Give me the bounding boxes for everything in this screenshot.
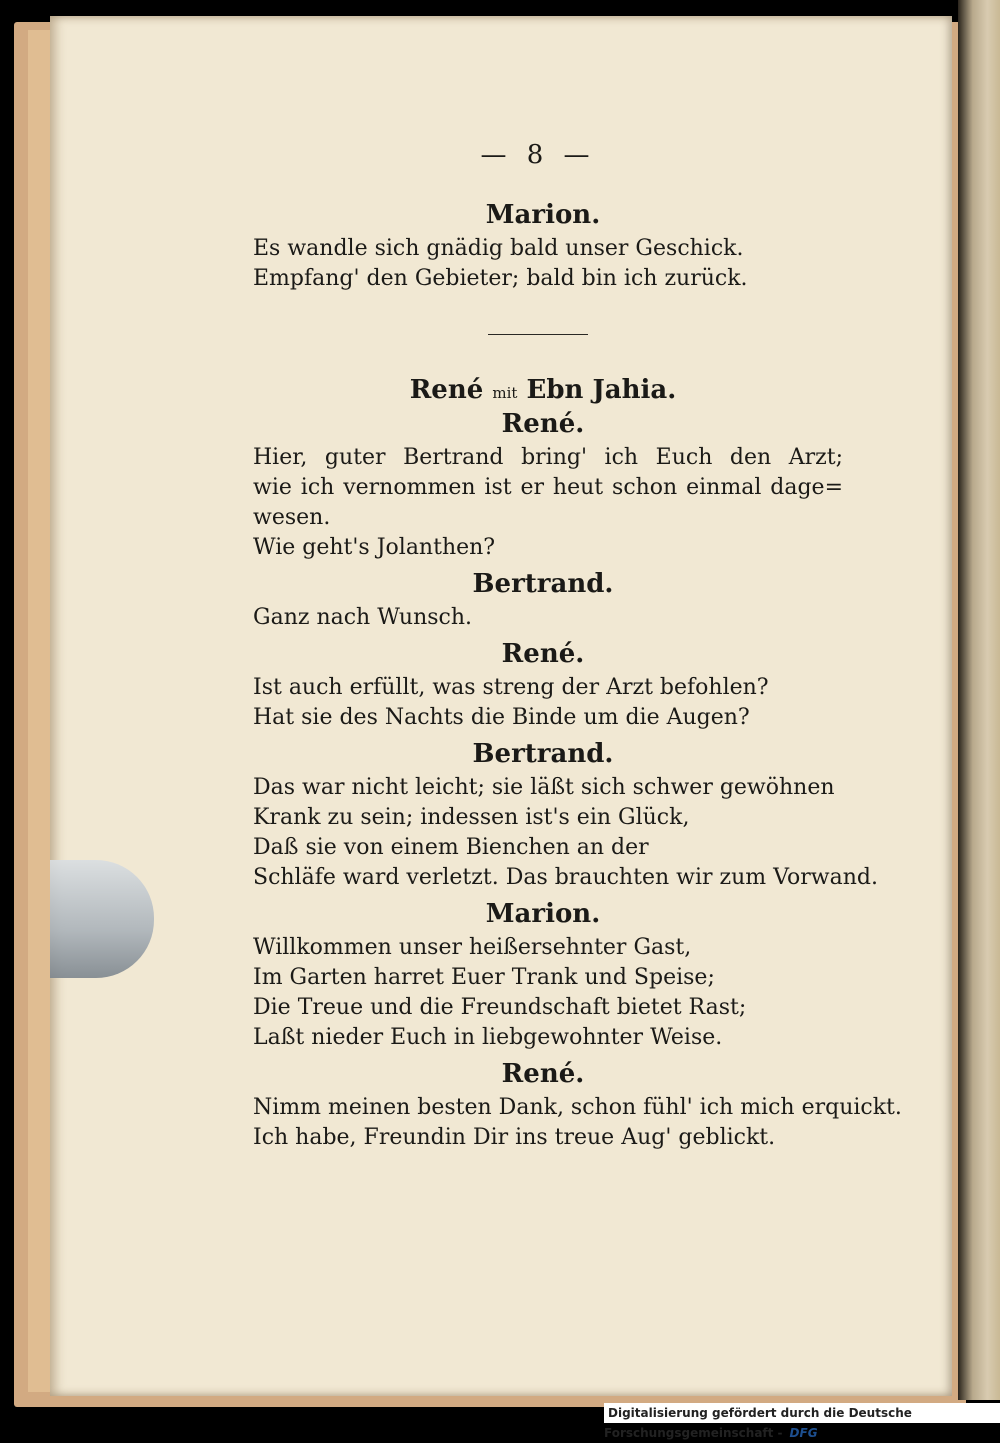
speaker-name: Marion. xyxy=(485,200,601,230)
page-number: — 8 — xyxy=(480,140,596,170)
verse-line: Wie geht's Jolanthen? xyxy=(253,535,496,560)
book-spine-edge xyxy=(958,0,1000,1400)
dfg-logo: DFG xyxy=(789,1426,818,1440)
scene-heading xyxy=(253,375,843,405)
verse-line: Im Garten harret Euer Trank und Speise; xyxy=(253,965,715,990)
scene-name-b: Ebn Jahia. xyxy=(526,375,677,405)
footer-text: Digitalisierung gefördert durch die Deutsche Forschungsgemeinschaft - xyxy=(604,1406,912,1440)
verse-line: Ist auch erfüllt, was streng der Arzt befohlen? xyxy=(253,675,769,700)
verse-line: wesen. xyxy=(253,505,331,530)
verse-line: Die Treue und die Freundschaft bietet Rast; xyxy=(253,995,747,1020)
verse-line: Empfang' den Gebieter; bald bin ich zurück. xyxy=(253,266,748,291)
speaker-name: Bertrand. xyxy=(472,739,614,769)
speaker-name: René. xyxy=(501,1059,585,1089)
verse-line: Hat sie des Nachts die Binde um die Augen? xyxy=(253,705,750,730)
page-text xyxy=(253,140,902,1153)
verse-line: Ich habe, Freundin Dir ins treue Aug' geblickt. xyxy=(253,1125,776,1150)
speaker-name: Bertrand. xyxy=(472,569,614,599)
speaker-name: René. xyxy=(501,639,585,669)
verse-line: Schläfe ward verletzt. Das brauchten wir zum Vorwand. xyxy=(253,865,878,890)
verse-line: Das war nicht leicht; sie läßt sich schwer gewöhnen xyxy=(253,775,835,800)
verse-line: Es wandle sich gnädig bald unser Geschick. xyxy=(253,236,744,261)
speaker-name: Marion. xyxy=(485,899,601,929)
scene-connector: mit xyxy=(492,384,518,402)
verse-line: Nimm meinen besten Dank, schon fühl' ich mich erquickt. xyxy=(253,1095,902,1120)
speaker-name: René. xyxy=(501,409,585,439)
scene-name-a: René xyxy=(409,375,484,405)
verse-line: Ganz nach Wunsch. xyxy=(253,605,473,630)
verse-line: Krank zu sein; indessen ist's ein Glück, xyxy=(253,805,690,830)
page-clip xyxy=(50,860,154,978)
verse-line: Laßt nieder Euch in liebgewohnter Weise. xyxy=(253,1025,723,1050)
verse-line: Daß sie von einem Bienchen an der xyxy=(253,835,649,860)
verse-line: Willkommen unser heißersehnter Gast, xyxy=(253,935,692,960)
digitization-footer xyxy=(604,1403,1000,1440)
section-divider xyxy=(488,334,588,335)
verse-line: wie ich vernommen ist er heut schon einmal dage= xyxy=(253,475,843,500)
verse-line: Hier, guter Bertrand bring' ich Euch den Arzt; xyxy=(253,445,843,470)
